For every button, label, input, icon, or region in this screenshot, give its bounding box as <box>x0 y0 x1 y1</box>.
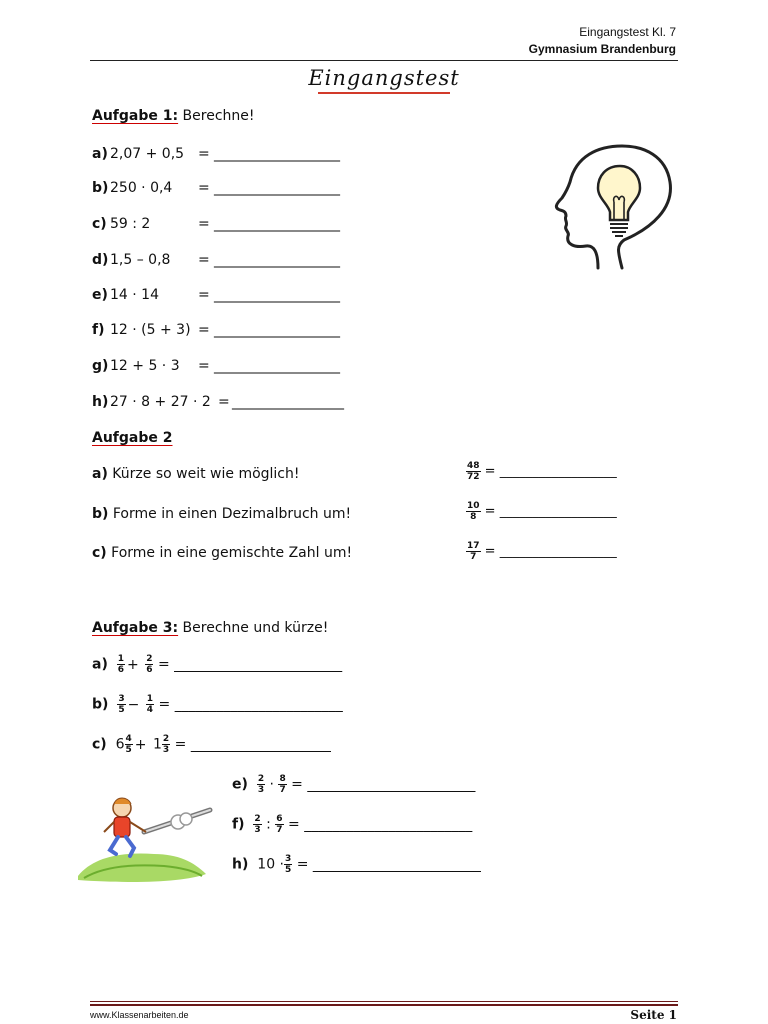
task1-item-g: g) 12 + 5 · 3 = __________________ <box>92 358 340 374</box>
head-lightbulb-icon <box>552 142 678 272</box>
task2-item-b-fraction: $\frac{10}{8}$ = __________________ <box>467 501 617 522</box>
footer-page-number: Seite 1 <box>630 1008 677 1022</box>
header-rule <box>90 60 678 61</box>
task3-heading: Aufgabe 3: Berechne und kürze! <box>92 620 329 636</box>
answer-blank: __________________ <box>214 287 340 303</box>
task2-item-c-fraction: $\frac{17}{7}$ = __________________ <box>467 541 617 562</box>
footer-rule-bottom <box>90 1004 678 1006</box>
task2-item-b-text: b) Forme in einen Dezimalbruch um! <box>92 506 352 522</box>
footer-rule-top <box>90 1001 678 1002</box>
title-underline <box>318 92 450 94</box>
task1-item-d: d) 1,5 – 0,8 = __________________ <box>92 252 340 268</box>
answer-blank: __________________ <box>499 464 617 479</box>
task1-label: Aufgabe 1 <box>92 108 173 124</box>
task3-item-b: b) $\frac{3}{5}$ − $\frac{1}{4}$ = ________________________ <box>92 694 343 715</box>
footer-website: www.Klassenarbeiten.de <box>90 1010 189 1020</box>
answer-blank: __________________ <box>214 216 340 232</box>
header-title: Eingangstest Kl. 7 <box>579 25 676 39</box>
task1-item-b: b) 250 · 0,4 = __________________ <box>92 180 340 196</box>
task1-instruction: Berechne! <box>178 108 255 124</box>
answer-blank: ________________________ <box>304 816 473 833</box>
task3-item-f: f) $\frac{2}{3}$ : $\frac{6}{7}$ = ________________________ <box>232 814 473 835</box>
answer-blank: ________________________ <box>312 856 481 873</box>
task3-label: Aufgabe 3 <box>92 620 173 636</box>
task1-item-f: f) 12 · (5 + 3) = __________________ <box>92 322 340 338</box>
answer-blank: __________________ <box>214 322 340 338</box>
answer-blank: ________________________ <box>174 696 343 713</box>
answer-blank: __________________ <box>214 252 340 268</box>
answer-blank: __________________ <box>214 358 340 374</box>
answer-blank: __________________ <box>214 146 340 162</box>
task3-item-h: h) 10 · $\frac{3}{5}$ = ________________________ <box>232 854 481 875</box>
task2-heading <box>92 430 173 446</box>
answer-blank: ________________________ <box>174 656 343 673</box>
task2-item-a-text: a) Kürze so weit wie möglich! <box>92 466 300 482</box>
task2-item-a-fraction: $\frac{48}{72}$ = __________________ <box>467 461 617 482</box>
task3-item-e: e) $\frac{2}{3}$ · $\frac{8}{7}$ = ________________________ <box>232 774 476 795</box>
task3-item-c: c) 6 $\frac{4}{5}$ + 1 $\frac{2}{3}$ = ____________________ <box>92 734 331 755</box>
answer-blank: ________________________ <box>307 776 476 793</box>
answer-blank: ________________ <box>232 394 344 410</box>
task1-item-a: a) 2,07 + 0,5 = __________________ <box>92 146 340 162</box>
header-school: Gymnasium Brandenburg <box>528 42 676 56</box>
task3-item-a: a) $\frac{1}{6}$ + $\frac{2}{6}$ = ________________________ <box>92 654 343 675</box>
task1-item-h: h) 27 · 8 + 27 · 2 = ________________ <box>92 394 344 410</box>
page-title: Eingangstest <box>308 66 460 90</box>
running-child-pencil-icon <box>74 792 224 884</box>
task2-label: Aufgabe 2 <box>92 430 173 446</box>
task1-item-c: c) 59 : 2 = __________________ <box>92 216 340 232</box>
answer-blank: __________________ <box>214 180 340 196</box>
task1-heading: Aufgabe 1: Berechne! <box>92 108 255 124</box>
answer-blank: __________________ <box>499 544 617 559</box>
answer-blank: __________________ <box>499 504 617 519</box>
task2-item-c-text: c) Forme in eine gemischte Zahl um! <box>92 545 353 561</box>
task1-item-e: e) 14 · 14 = __________________ <box>92 287 340 303</box>
task3-instruction: Berechne und kürze! <box>178 620 329 636</box>
answer-blank: ____________________ <box>190 736 331 753</box>
